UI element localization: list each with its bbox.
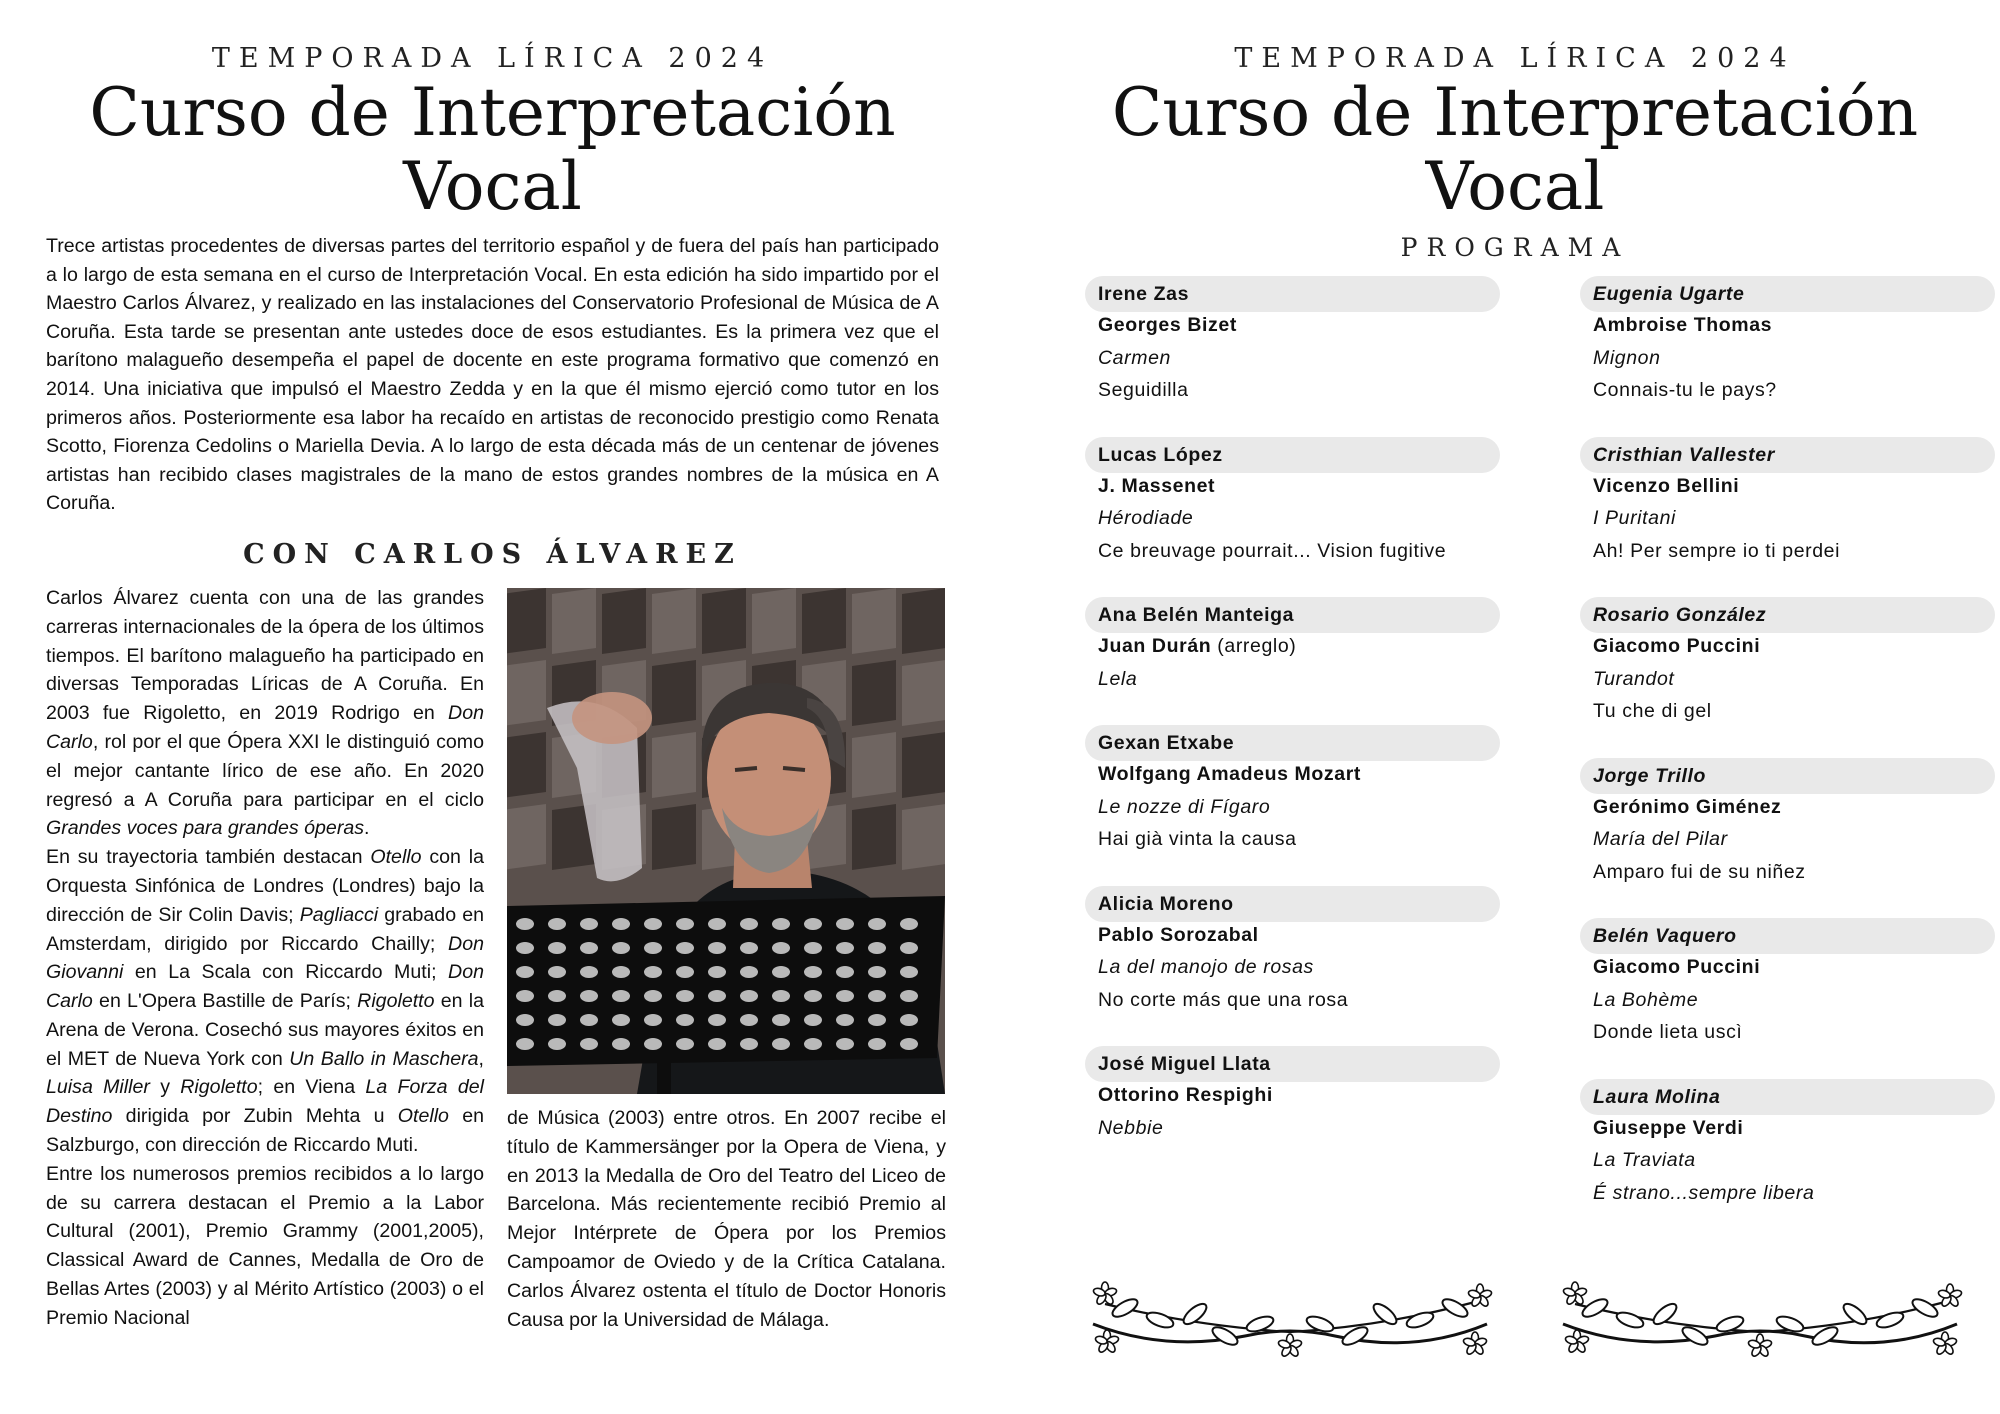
- course-title-right-line2: Vocal: [1425, 148, 1605, 225]
- composer-text: Giuseppe Verdi: [1593, 1116, 1744, 1139]
- performer-name: Ana Belén Manteiga: [1085, 597, 1500, 633]
- composer-text: Ottorino Respighi: [1098, 1084, 1273, 1106]
- bio-paragraph-3: Entre los numerosos premios recibidos a lo largo de su carrera destacan el Premio a la Labor Cultural (2001), Premio Grammy (2001,2005), Classical Award de Cannes, Medalla de Oro de Bellas Artes (2003) y al Mérito Artístico (2003) o el Premio Nacional: [46, 1162, 484, 1329]
- bio-italic-title: Luisa Miller: [46, 1076, 150, 1099]
- performer-name: Rosario González: [1580, 597, 1995, 633]
- bio-italic-title: Rigoletto: [357, 990, 435, 1013]
- course-title-right-line1: Curso de Interpretación: [1111, 74, 1919, 151]
- composer-name: [1085, 919, 1503, 952]
- performer-name: Alicia Moreno: [1085, 886, 1500, 922]
- course-title-line2: Vocal: [403, 148, 582, 225]
- bio-paragraph-1: [46, 584, 484, 843]
- bio-text: en L'Opera Bastille de París;: [92, 990, 358, 1013]
- aria-title: Amparo fui de su niñez: [1593, 860, 1806, 883]
- bio-column-right: [507, 1104, 946, 1334]
- course-title-right: [1055, 76, 1975, 224]
- bio-text: en la Arena de Verona. Cosechó sus mayores éxitos en el MET de Nueva York con: [46, 990, 484, 1070]
- bio-italic-title: Don Giovanni: [46, 932, 484, 984]
- bio-italic-title: Don Carlo: [46, 702, 484, 753]
- aria-title: Tu che di gel: [1593, 700, 1712, 722]
- section-title-carlos-alvarez: CON CARLOS ÁLVAREZ: [243, 538, 742, 570]
- composer-text: Giacomo Puccini: [1593, 956, 1761, 978]
- performer-name: Eugenia Ugarte: [1580, 276, 1995, 312]
- aria-title: É strano...sempre libera: [1593, 1181, 1815, 1204]
- opera-title: María del Pilar: [1593, 828, 1728, 850]
- bio-italic-title: Otello: [370, 846, 422, 869]
- composer-text: Georges Bizet: [1098, 314, 1237, 336]
- aria-title: Connais-tu le pays?: [1593, 379, 1777, 401]
- right-header: [1055, 0, 1975, 262]
- aria-title: Ah! Per sempre io ti perdei: [1593, 539, 1841, 562]
- composer-text: Giacomo Puccini: [1593, 635, 1761, 657]
- performer-name: Belén Vaquero: [1580, 918, 1995, 954]
- programme-entry: [1085, 437, 1503, 568]
- opera-title: Carmen: [1098, 346, 1171, 369]
- opera-title: Le nozze di Fígaro: [1098, 795, 1271, 818]
- conductor-at-music-stand-photo: [507, 588, 945, 1094]
- aria-title: Ce breuvage pourrait... Vision fugitive: [1098, 539, 1447, 562]
- programme-column-right: [1580, 276, 1998, 1239]
- bio-text: con la Orquesta Sinfónica de Londres (Londres) bajo la dirección de Sir Colin Davis;: [46, 846, 484, 926]
- opera-title: La Bohème: [1593, 988, 1699, 1011]
- photo-illustration: [507, 588, 945, 1094]
- aria-title: Donde lieta uscì: [1593, 1021, 1743, 1043]
- bio-paragraph-3-continued: de Música (2003) entre otros. En 2007 recibe el título de Kammersänger por la Opera de Viena, y en 2013 la Medalla de Oro del Teatro del Liceo de Barcelona. Más recientemente recibió Premio al Mejor Intérprete de Ópera por los Premios Campoamor de Oviedo y de la Crítica Catalana. Carlos Álvarez ostenta el título de Doctor Honoris Causa por la Universidad de Málaga.: [507, 1106, 946, 1331]
- programme-entry: [1085, 725, 1503, 856]
- opera-title: Hérodiade: [1098, 507, 1194, 529]
- opera-title: Nebbie: [1098, 1116, 1164, 1139]
- composer-text: Gerónimo Giménez: [1593, 795, 1782, 818]
- floral-vine-ornament-icon: [1555, 1274, 1965, 1364]
- season-eyebrow: TEMPORADA LÍRICA 2024: [211, 43, 774, 74]
- programme-entry: [1085, 886, 1503, 1017]
- aria-title: No corte más que una rosa: [1098, 988, 1349, 1011]
- bio-italic-title: La Forza del Destino: [46, 1076, 484, 1128]
- composer-name: [1580, 309, 1998, 342]
- course-title: [40, 76, 945, 224]
- bio-text: en Salzburgo, con dirección de Riccardo Muti.: [46, 1105, 484, 1157]
- composer-name: [1085, 309, 1503, 342]
- composer-text: Ambroise Thomas: [1593, 314, 1773, 336]
- programme-entry: [1580, 437, 1998, 568]
- programme-entry: [1580, 597, 1998, 728]
- bio-text: y: [149, 1076, 181, 1099]
- composer-name: [1580, 1112, 1998, 1145]
- programme-entry: [1580, 276, 1998, 407]
- left-header: [40, 0, 945, 224]
- bio-italic-title: Rigoletto: [180, 1076, 258, 1099]
- bio-paragraph-2: [46, 843, 484, 1160]
- bio-italic-title: Un Ballo in Maschera: [289, 1047, 479, 1070]
- opera-title: Mignon: [1593, 346, 1661, 369]
- bio-text: en La Scala con Riccardo Muti;: [123, 961, 449, 984]
- performer-name: Irene Zas: [1085, 276, 1500, 312]
- composer-name: [1580, 630, 1998, 663]
- composer-name: [1085, 1079, 1503, 1112]
- biography: [40, 584, 945, 1404]
- programme-entry: [1580, 918, 1998, 1049]
- performer-name: Lucas López: [1085, 437, 1500, 473]
- opera-title: La del manojo de rosas: [1098, 956, 1314, 978]
- composer-name: [1085, 470, 1503, 503]
- left-page: [40, 0, 945, 1414]
- opera-title: La Traviata: [1593, 1149, 1696, 1171]
- performer-name: Cristhian Vallester: [1580, 437, 1995, 473]
- programme-entry: [1085, 1046, 1503, 1144]
- opera-title: I Puritani: [1593, 507, 1676, 529]
- right-page: [1055, 0, 1975, 1414]
- composer-note: (arreglo): [1211, 635, 1297, 657]
- composer-text: Juan Durán: [1098, 635, 1212, 657]
- bio-text: Carlos Álvarez cuenta con una de las grandes carreras internacionales de la ópera de los últimos tiempos. El barítono malagueño ha participado en diversas Temporadas Líricas de A Coruña. En 2003 fue Rigoletto, en 2019 Rodrigo en: [46, 586, 484, 725]
- bio-text: .: [364, 817, 370, 840]
- composer-name: [1580, 791, 1998, 824]
- opera-title: Lela: [1098, 667, 1138, 690]
- performer-name: Laura Molina: [1580, 1079, 1995, 1115]
- opera-title: Turandot: [1593, 667, 1675, 690]
- composer-text: Pablo Sorozabal: [1098, 923, 1259, 946]
- bio-italic-title: Pagliacci: [299, 903, 379, 926]
- performer-name: Jorge Trillo: [1580, 758, 1995, 794]
- bio-italic-title: Grandes voces para grandes óperas: [46, 817, 365, 840]
- programme-entry: [1085, 276, 1503, 407]
- aria-title: Hai già vinta la causa: [1098, 828, 1297, 850]
- intro-paragraph: Trece artistas procedentes de diversas partes del territorio español y de fuera del país han participado a lo largo de esta semana en el curso de Interpretación Vocal. En esta edición ha sido impartido por el Maestro Carlos Álvarez, y realizado en las instalaciones del Conservatorio Profesional de Música de A Coruña. Esta tarde se presentan ante ustedes doce de esos estudiantes. Es la primera vez que el barítono malagueño desempeña el papel de docente en este programa formativo que comenzó en 2014. Una iniciativa que impulsó el Maestro Zedda y en la que él mismo ejerció como tutor en los primeros años. Posteriormente esa labor ha recaído en artistas de reconocido prestigio como Renata Scotto, Fiorenza Cedolins o Mariella Devia. A lo largo de esta década más de un centenar de jóvenes artistas han recibido clases magistrales de la mano de estos grandes nombres de la música en A Coruña.: [46, 235, 939, 515]
- bio-column-left: [46, 584, 484, 1333]
- composer-text: J. Massenet: [1098, 474, 1216, 497]
- programme-entry: [1085, 597, 1503, 695]
- bio-italic-title: Otello: [397, 1105, 449, 1128]
- floral-vine-ornament-icon: [1085, 1274, 1495, 1364]
- programme-entry: [1580, 758, 1998, 889]
- programme-column-left: [1085, 276, 1503, 1174]
- programme-label: PROGRAMA: [1400, 233, 1630, 262]
- composer-text: Wolfgang Amadeus Mozart: [1098, 763, 1361, 785]
- course-title-line1: Curso de Interpretación: [89, 74, 896, 151]
- composer-text: Vicenzo Bellini: [1593, 474, 1740, 497]
- composer-name: [1580, 951, 1998, 984]
- performer-name: Gexan Etxabe: [1085, 725, 1500, 761]
- aria-title: Seguidilla: [1098, 379, 1189, 401]
- season-eyebrow-right: TEMPORADA LÍRICA 2024: [1234, 43, 1796, 74]
- performer-name: José Miguel Llata: [1085, 1046, 1500, 1082]
- bio-text: ,: [478, 1047, 484, 1070]
- composer-name: [1580, 470, 1998, 503]
- composer-name: [1085, 758, 1503, 791]
- bio-text: dirigida por Zubin Mehta u: [112, 1105, 398, 1128]
- bio-italic-title: Don Carlo: [46, 961, 484, 1013]
- bio-text: , rol por el que Ópera XXI le distinguió como el mejor cantante lírico de ese año. En 2020 regresó a A Coruña para participar en el ciclo: [46, 730, 484, 811]
- bio-text: En su trayectoria también destacan: [46, 846, 371, 869]
- composer-name: [1085, 630, 1503, 663]
- bio-text: ; en Viena: [257, 1076, 366, 1099]
- programme-entry: [1580, 1079, 1998, 1210]
- bio-text: grabado en Amsterdam, dirigido por Riccardo Chailly;: [46, 903, 484, 955]
